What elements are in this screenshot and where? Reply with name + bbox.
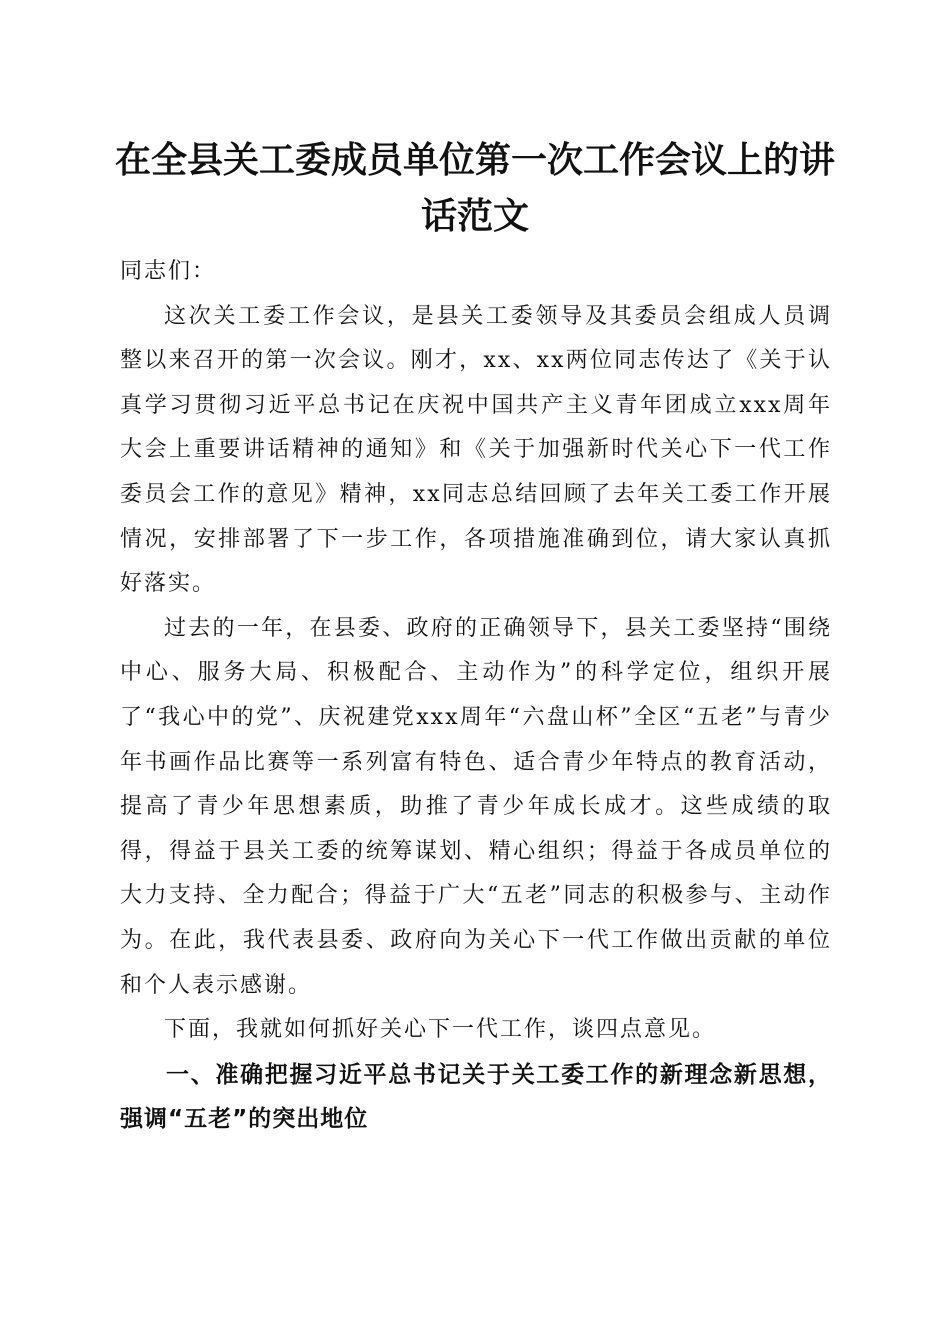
document-title: 在全县关工委成员单位第一次工作会议上的讲话范文 (114, 139, 835, 237)
paragraph-intro-points: 下面，我就如何抓好关心下一代工作，谈四点意见。 (164, 1017, 717, 1043)
paragraph-review: 过去的一年，在县委、政府的正确领导下，县关工委坚持“围绕中心、服务大局、积极配合、主动作为”的科学定位，组织开展了“我心中的党”、庆祝建党xxx周年“六盘山杯”全区“五老”与青少年书画作品比赛等一系列富有特色、适合青少年特点的教育活动，提高了青少年思想素质，助推了青少年成长成才。这些成绩的取得，得益于县关工委的统筹谋划、精心组织；得益于各成员单位的大力支持、全力配合；得益于广大“五老”同志的积极参与、主动作为。在此，我代表县委、政府向为关心下一代工作做出贡献的单位和个人表示感谢。 (120, 615, 832, 998)
document-body (120, 250, 832, 1142)
section-heading-1: 一、准确把握习近平总书记关于关工委工作的新理念新思想，强调“五老”的突出地位 (120, 1061, 832, 1133)
paragraph-opening: 这次关工委工作会议，是县关工委领导及其委员会组成人员调整以来召开的第一次会议。刚才，xx、xx两位同志传达了《关于认真学习贯彻习近平总书记在庆祝中国共产主义青年团成立xxx周年大会上重要讲话精神的通知》和《关于加强新时代关心下一代工作委员会工作的意见》精神，xx同志总结回顾了去年关工委工作开展情况，安排部署了下一步工作，各项措施准确到位，请大家认真抓好落实。 (120, 303, 832, 597)
salutation: 同志们： (120, 259, 217, 284)
